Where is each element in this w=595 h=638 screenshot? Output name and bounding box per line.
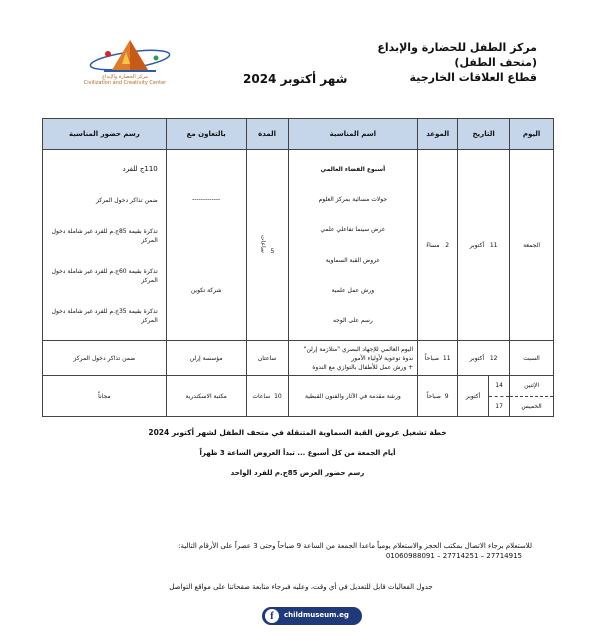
contact-info	[70, 541, 532, 561]
event-item: ندوة توعوية لأولياء الأمور	[351, 354, 414, 362]
fee-item: تذكرة بقيمة 60ج.م للفرد غير شاملة دخول المركز	[51, 268, 158, 284]
time-number: 11	[442, 354, 451, 362]
header-fee: رسم حضور المناسبة	[43, 119, 167, 150]
cell-date	[458, 341, 510, 376]
time-number: 9	[444, 392, 449, 400]
duration-unit: ساعات	[252, 392, 271, 400]
fee-item: ضمن تذاكر دخول المركز	[95, 197, 158, 204]
partner-name: شركة تكوين	[190, 287, 222, 294]
header-day: اليوم	[510, 119, 554, 150]
cell-time	[418, 341, 458, 376]
header-time: الموعد	[418, 119, 458, 150]
plan-fee: رسم حضور العرض 85ج.م للفرد الواحد	[230, 469, 365, 477]
cell-day	[510, 376, 554, 417]
date-number: 17	[489, 396, 509, 417]
logo-text-english: Civilization and Creativity Center	[83, 80, 167, 86]
organization-header	[337, 40, 537, 85]
logo-text-arabic: مركز الحضارة والإبداع	[102, 74, 148, 80]
cell-duration: ساعتان	[246, 341, 288, 376]
org-name: مركز الطفل للحضارة والإبداع	[377, 41, 537, 54]
time-period: مساءً	[426, 241, 440, 249]
header-duration: المدة	[246, 119, 288, 150]
event-item: جولات مسائية بمركز العلوم	[318, 195, 388, 203]
contact-phones: 27714915 – 27714251 – 01060988091	[385, 552, 522, 560]
time-period: صباحاً	[426, 392, 441, 400]
date-month: أكتوبر	[465, 392, 481, 400]
cell-events	[288, 150, 418, 341]
plan-title: خطة تشغيل عروض القبة السماوية المتنقلة في متحف الطفل لشهر أكتوبر 2024	[148, 428, 447, 437]
event-item: اليوم العالمي للإجهاد البصري "متلازمة إرلن"	[303, 345, 414, 353]
cell-partner: مكتبة الاسكندرية	[166, 376, 246, 417]
cell-partner: مؤسسة إرلن	[166, 341, 246, 376]
cell-day: السبت	[510, 341, 554, 376]
planetarium-plan	[40, 428, 555, 477]
date-number: 14	[495, 382, 503, 390]
logo-caption	[70, 74, 180, 86]
duration-unit: ساعات	[259, 235, 267, 253]
table-header-row	[43, 119, 554, 150]
cell-duration	[246, 150, 288, 341]
cell-day: الجمعة	[510, 150, 554, 341]
table-row	[43, 376, 554, 417]
time-period: صباحاً	[424, 354, 440, 362]
cell-events	[288, 341, 418, 376]
date-month: أكتوبر	[469, 354, 485, 362]
cell-event: ورشة مقدمة في الآثار والفنون القبطية	[288, 376, 418, 417]
event-item: + ورش عمل للأطفال بالتوازي مع الندوة	[312, 363, 414, 371]
date-month: أكتوبر	[469, 241, 485, 249]
cell-fee: ضمن تذاكر دخول المركز	[43, 341, 167, 376]
facebook-link[interactable]	[262, 607, 362, 625]
cell-time	[418, 376, 458, 417]
table-row	[43, 341, 554, 376]
fee-item: تذكرة بقيمة 85ج.م للفرد غير شاملة دخول المركز	[51, 228, 158, 244]
schedule-table	[42, 118, 554, 417]
duration-number: 5	[270, 247, 275, 255]
cell-fee: مجاناً	[43, 376, 167, 417]
org-subname: (متحف الطفل)	[454, 56, 537, 69]
date-number: 12	[489, 354, 498, 362]
header-event: اسم المناسبة	[288, 119, 418, 150]
facebook-page-name: childmuseum.eg	[284, 611, 349, 619]
event-item: ورش عمل علمية	[331, 286, 375, 294]
cell-date	[458, 376, 510, 417]
org-department: قطاع العلاقات الخارجية	[409, 71, 537, 84]
date-number: 11	[489, 241, 498, 249]
partner-placeholder: -------------	[192, 196, 221, 203]
fee-item: تذكرة بقيمة 35ج.م للفرد غير شاملة دخول المركز	[51, 308, 158, 324]
fee-item: 110ج للفرد	[122, 165, 158, 173]
cell-date	[458, 150, 510, 341]
day-name: الخميس	[510, 396, 553, 417]
cell-partner	[166, 150, 246, 341]
day-name: الإثنين	[524, 382, 540, 390]
time-number: 2	[445, 241, 450, 249]
contact-instructions: للاستعلام برجاء الاتصال بمكتب الحجز والاستعلام يومياً ماعدا الجمعة من الساعة 9 صباحاً وحتى 3 عصراً على الأرقام التالية:	[178, 542, 532, 550]
facebook-icon: f	[265, 609, 279, 623]
event-item: عروض القبة السماوية	[325, 256, 381, 264]
event-item: عرض سينما تفاعلي علمي	[320, 226, 386, 234]
plan-days: أيام الجمعة من كل أسبوع ... تبدأ العروض الساعة 3 ظهراً	[199, 449, 396, 457]
cell-duration	[246, 376, 288, 417]
event-title: أسبوع الفضاء العالمي	[320, 165, 386, 173]
duration-number: 10	[274, 392, 282, 400]
table-row	[43, 150, 554, 341]
header-partner: بالتعاون مع	[166, 119, 246, 150]
schedule-notice: جدول الفعاليات قابل للتعديل في أي وقت، وعليه فبرجاء متابعة صفحاتنا على مواقع التواصل	[169, 583, 433, 591]
cell-fees	[43, 150, 167, 341]
header-date: التاريخ	[458, 119, 510, 150]
month-title: شهر أكتوبر 2024	[243, 72, 348, 86]
cell-time	[418, 150, 458, 341]
event-item: رسم على الوجه	[332, 317, 373, 325]
